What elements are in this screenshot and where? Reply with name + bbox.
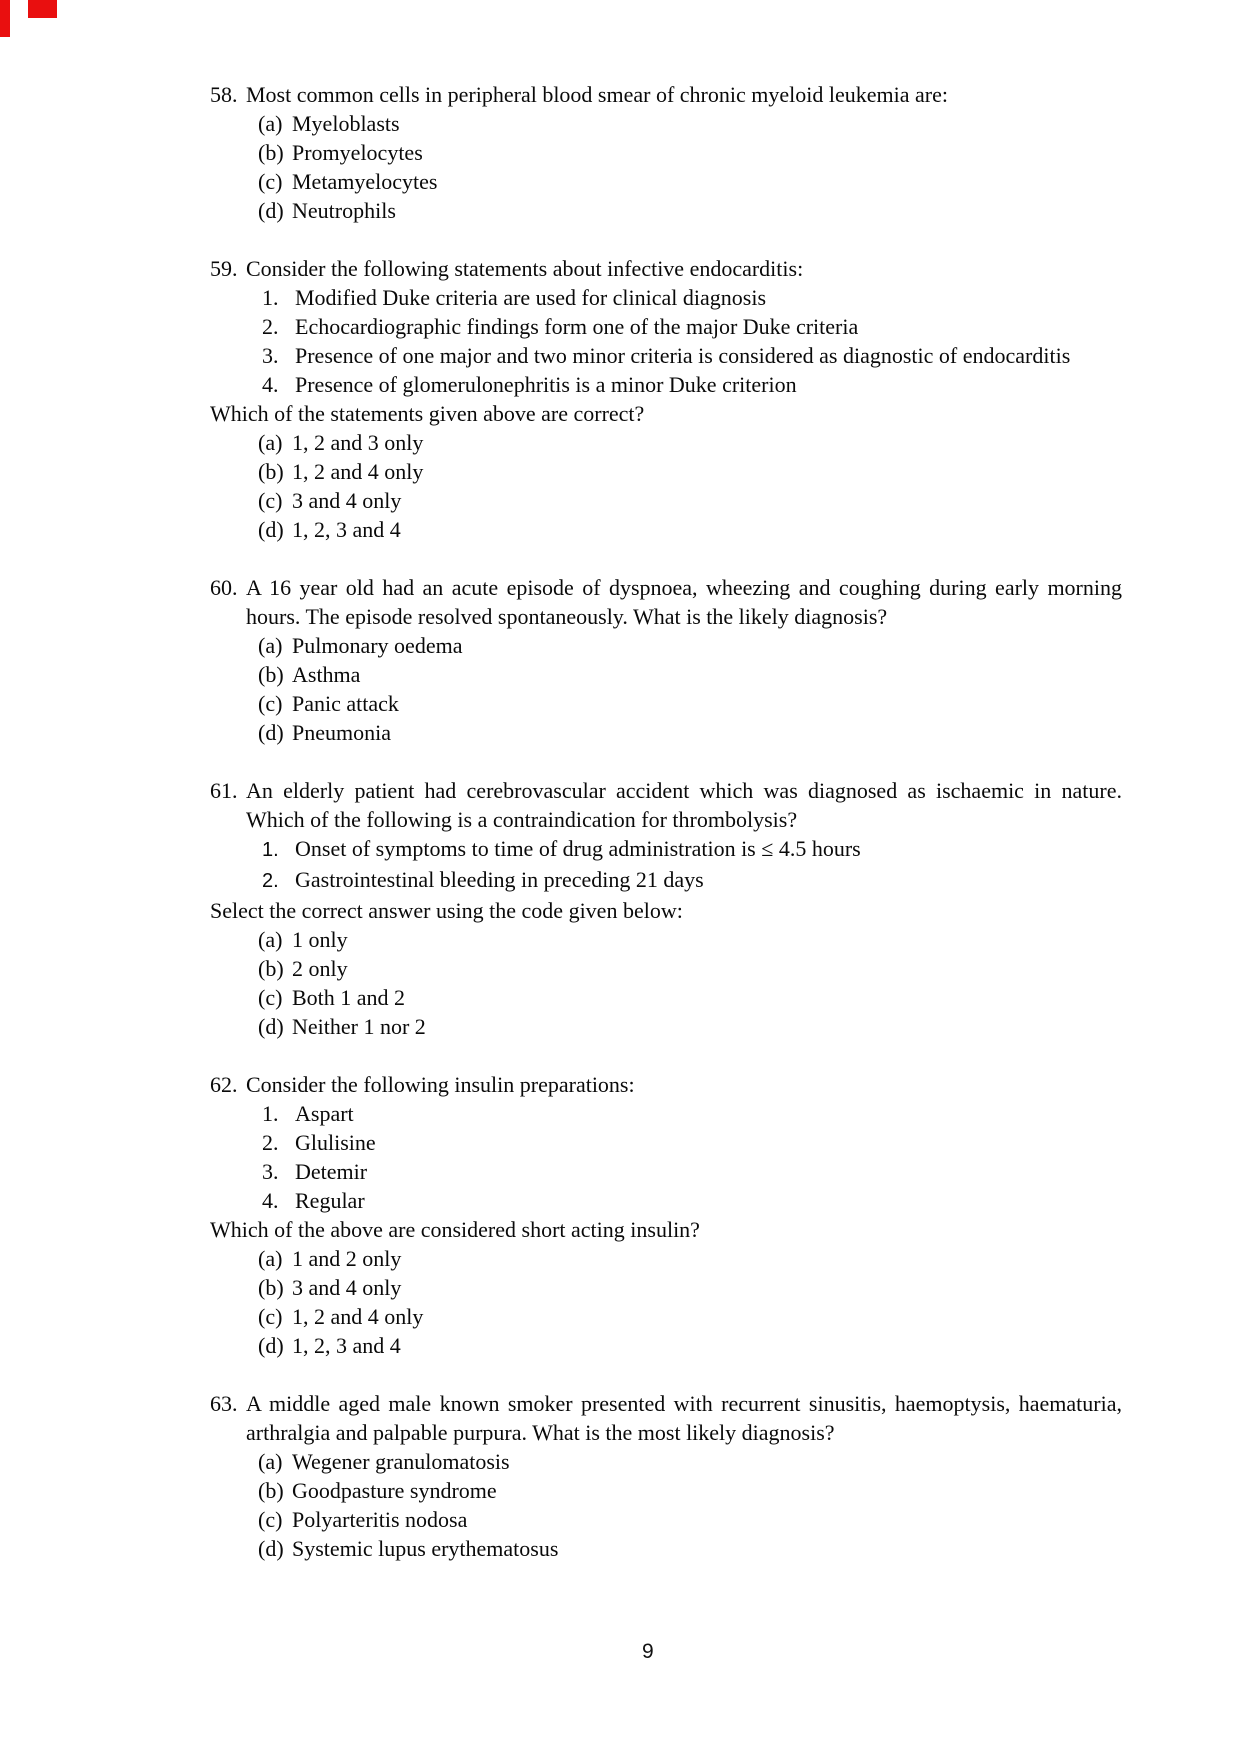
list-item-number: 1. <box>262 1101 279 1126</box>
list-item <box>210 370 1122 399</box>
option-letter: (a) <box>258 1449 283 1474</box>
question-stem: Which of the statements given above are correct? <box>210 401 645 426</box>
option-letter: (b) <box>258 956 284 981</box>
option-text: Goodpasture syndrome <box>292 1478 497 1503</box>
option-text: 1, 2, 3 and 4 <box>292 517 401 542</box>
question-text <box>210 254 1122 283</box>
red-corner-mark-vertical <box>0 0 10 37</box>
option-letter: (c) <box>258 1507 283 1532</box>
list-item-text: Echocardiographic findings form one of the major Duke criteria <box>295 314 859 339</box>
option-row <box>210 1534 1122 1563</box>
option-letter: (b) <box>258 1478 284 1503</box>
option-letter: (b) <box>258 140 284 165</box>
list-item-number: 1. <box>262 285 279 310</box>
question-number: 61. <box>210 778 238 803</box>
question-text <box>210 573 1122 631</box>
question-body-text: A 16 year old had an acute episode of dyspnoea, wheezing and coughing during early morning hours. The episode resolved spontaneously. What is the likely diagnosis? <box>246 575 1122 629</box>
option-row <box>210 1273 1122 1302</box>
option-letter: (a) <box>258 430 283 455</box>
list-item <box>210 834 1122 865</box>
list-item-text: Presence of glomerulonephritis is a minor Duke criterion <box>295 372 797 397</box>
option-text: Neither 1 nor 2 <box>292 1014 426 1039</box>
option-row <box>210 1012 1122 1041</box>
option-letter: (b) <box>258 459 284 484</box>
option-text: 1, 2 and 3 only <box>292 430 424 455</box>
option-text: 1, 2 and 4 only <box>292 459 424 484</box>
question-number: 59. <box>210 256 238 281</box>
list-item-number: 3. <box>262 343 279 368</box>
question-number: 63. <box>210 1391 238 1416</box>
question-stem: Which of the above are considered short acting insulin? <box>210 1217 700 1242</box>
list-item-text: Presence of one major and two minor criteria is considered as diagnostic of endocarditis <box>295 343 1071 368</box>
option-row <box>210 1476 1122 1505</box>
option-text: Pneumonia <box>292 720 391 745</box>
list-item-number: 4. <box>262 372 279 397</box>
option-row <box>210 109 1122 138</box>
option-row <box>210 660 1122 689</box>
list-item-number: 2. <box>262 314 279 339</box>
option-letter: (c) <box>258 985 283 1010</box>
list-item-number: 4. <box>262 1188 279 1213</box>
option-row <box>210 1447 1122 1476</box>
option-row <box>210 718 1122 747</box>
option-row <box>210 1505 1122 1534</box>
question-text <box>210 1389 1122 1447</box>
question-body-text: A middle aged male known smoker presented with recurrent sinusitis, haemoptysis, haematuria, arthralgia and palpable purpura. What is the most likely diagnosis? <box>246 1391 1122 1445</box>
option-text: Neutrophils <box>292 198 396 223</box>
page-number: 9 <box>642 1640 654 1663</box>
option-text: Panic attack <box>292 691 399 716</box>
list-item-number: 3. <box>262 1159 279 1184</box>
option-letter: (d) <box>258 517 284 542</box>
question-text <box>210 80 1122 109</box>
option-row <box>210 167 1122 196</box>
list-item-text: Gastrointestinal bleeding in preceding 21 days <box>295 867 704 892</box>
question-text <box>210 1070 1122 1099</box>
option-text: 1, 2 and 4 only <box>292 1304 424 1329</box>
question-block <box>210 573 1122 747</box>
question-body-text: An elderly patient had cerebrovascular accident which was diagnosed as ischaemic in nature. Which of the following is a contraindication for thrombolysis? <box>246 778 1122 832</box>
list-item <box>210 865 1122 896</box>
option-text: Pulmonary oedema <box>292 633 463 658</box>
list-item-number: 2. <box>262 1130 279 1155</box>
list-item-text: Aspart <box>295 1101 354 1126</box>
option-letter: (a) <box>258 111 283 136</box>
question-block <box>210 1070 1122 1360</box>
option-row <box>210 983 1122 1012</box>
option-row <box>210 1244 1122 1273</box>
question-body-text: Consider the following statements about infective endocarditis: <box>246 256 804 281</box>
list-item-text: Glulisine <box>295 1130 376 1155</box>
list-item-text: Detemir <box>295 1159 368 1184</box>
list-item-number: 1. <box>262 839 279 861</box>
list-item <box>210 312 1122 341</box>
option-row <box>210 925 1122 954</box>
question-block <box>210 254 1122 544</box>
option-row <box>210 457 1122 486</box>
option-text: 3 and 4 only <box>292 488 402 513</box>
list-item <box>210 1186 1122 1215</box>
list-item <box>210 341 1122 370</box>
option-letter: (a) <box>258 1246 283 1271</box>
question-block <box>210 776 1122 1041</box>
list-item-text: Regular <box>295 1188 365 1213</box>
option-text: 2 only <box>292 956 348 981</box>
option-row <box>210 689 1122 718</box>
option-text: Both 1 and 2 <box>292 985 406 1010</box>
list-item <box>210 1157 1122 1186</box>
option-letter: (c) <box>258 691 283 716</box>
question-body-text: Consider the following insulin preparations: <box>246 1072 635 1097</box>
option-letter: (a) <box>258 927 283 952</box>
option-row <box>210 631 1122 660</box>
option-text: Metamyelocytes <box>292 169 438 194</box>
question-number: 62. <box>210 1072 238 1097</box>
option-row <box>210 515 1122 544</box>
option-row <box>210 138 1122 167</box>
option-text: Promyelocytes <box>292 140 423 165</box>
red-corner-mark-horizontal <box>28 0 57 18</box>
option-letter: (c) <box>258 1304 283 1329</box>
question-block <box>210 80 1122 225</box>
option-row <box>210 954 1122 983</box>
option-row <box>210 1331 1122 1360</box>
list-item-number: 2. <box>262 870 279 892</box>
option-text: 1 only <box>292 927 348 952</box>
option-letter: (c) <box>258 169 283 194</box>
option-letter: (d) <box>258 1333 284 1358</box>
list-item-text: Modified Duke criteria are used for clinical diagnosis <box>295 285 767 310</box>
question-number: 60. <box>210 575 238 600</box>
question-stem: Select the correct answer using the code given below: <box>210 898 683 923</box>
option-text: 1 and 2 only <box>292 1246 402 1271</box>
question-body-text: Most common cells in peripheral blood smear of chronic myeloid leukemia are: <box>246 82 948 107</box>
question-text <box>210 776 1122 834</box>
question-number: 58. <box>210 82 238 107</box>
list-item-text: Onset of symptoms to time of drug administration is ≤ 4.5 hours <box>295 836 861 861</box>
option-row <box>210 196 1122 225</box>
option-letter: (b) <box>258 662 284 687</box>
option-row <box>210 1302 1122 1331</box>
option-letter: (b) <box>258 1275 284 1300</box>
option-text: Asthma <box>292 662 361 687</box>
option-row <box>210 428 1122 457</box>
question-block <box>210 1389 1122 1563</box>
list-item <box>210 1128 1122 1157</box>
option-letter: (c) <box>258 488 283 513</box>
option-letter: (d) <box>258 1014 284 1039</box>
option-letter: (d) <box>258 720 284 745</box>
option-text: 1, 2, 3 and 4 <box>292 1333 401 1358</box>
questions-container <box>210 80 1122 1563</box>
option-letter: (d) <box>258 1536 284 1561</box>
option-letter: (a) <box>258 633 283 658</box>
option-text: Polyarteritis nodosa <box>292 1507 468 1532</box>
option-text: Myeloblasts <box>292 111 400 136</box>
option-letter: (d) <box>258 198 284 223</box>
option-row <box>210 486 1122 515</box>
option-text: 3 and 4 only <box>292 1275 402 1300</box>
option-text: Systemic lupus erythematosus <box>292 1536 559 1561</box>
option-text: Wegener granulomatosis <box>292 1449 510 1474</box>
list-item <box>210 1099 1122 1128</box>
list-item <box>210 283 1122 312</box>
